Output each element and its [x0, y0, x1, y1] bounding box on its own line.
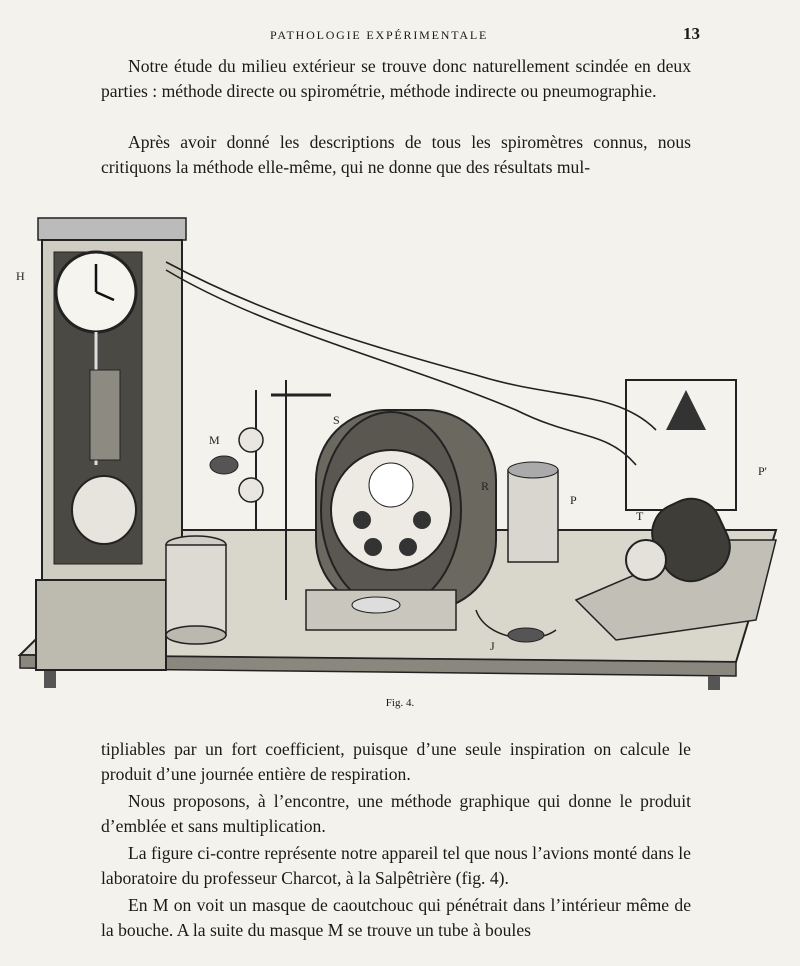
tambour	[508, 628, 544, 642]
writing-stylus	[666, 390, 706, 430]
clock-base	[36, 580, 166, 670]
glass-ball	[239, 478, 263, 502]
rubber-mask	[210, 456, 238, 474]
glass-ball	[239, 428, 263, 452]
label-P-prime: P'	[758, 464, 767, 478]
running-head	[100, 24, 700, 44]
paragraph-2: Après avoir donné les descriptions de tous les spiromètres connus, nous critiquons la méthode elle-même, qui ne donne que des résultats mul-	[101, 132, 691, 177]
pendulum-bob	[72, 476, 136, 544]
counter-dial	[369, 463, 413, 507]
battery-cup-bottom	[166, 626, 226, 644]
pendulum-weight-frame	[90, 370, 120, 460]
paragraph-5: La figure ci-contre représente notre appareil tel que nous l’avions monté dans le laboratoire du professeur Charcot, à la Salpêtrière (fig. 4).	[101, 843, 691, 888]
recorder-frame	[626, 380, 736, 510]
battery-cell-top	[508, 462, 558, 478]
base-ring	[352, 597, 400, 613]
label-P: P	[570, 493, 577, 507]
label-R: R	[481, 479, 490, 493]
paragraph-1: Notre étude du milieu extérieur se trouve donc naturellement scindée en deux parties : méthode directe ou spirométrie, méthode indirecte ou pneumographie.	[101, 56, 691, 101]
running-title: PATHOLOGIE EXPÉRIMENTALE	[270, 28, 489, 42]
page-number: 13	[683, 24, 700, 43]
label-S: S	[333, 413, 340, 427]
paragraph-6: En M on voit un masque de caoutchouc qui pénétrait dans l’intérieur même de la bouche. A la suite du masque M se trouve un tube à boules	[101, 895, 691, 940]
clock-crown	[38, 218, 186, 240]
battery-cell	[508, 470, 558, 562]
battery-cup	[166, 545, 226, 635]
cylinder-end	[626, 540, 666, 580]
label-M: M	[209, 433, 220, 447]
label-J: J	[490, 639, 495, 653]
apparatus-engraving	[16, 200, 784, 710]
label-T: T	[636, 509, 644, 523]
paragraph-4: Nous proposons, à l’encontre, une méthode graphique qui donne le produit d’emblée et sans multiplication.	[101, 791, 691, 836]
table-leg	[708, 676, 720, 690]
wire	[166, 262, 656, 430]
figure-caption: Fig. 4.	[385, 697, 415, 709]
label-H: H	[16, 269, 25, 283]
paragraph-3: tipliables par un fort coefficient, puisque d’une seule inspiration on calcule le produit d’une journée entière de respiration.	[101, 739, 691, 784]
counter-dial-small	[353, 511, 371, 529]
counter-dial-small	[364, 538, 382, 556]
counter-dial-small	[413, 511, 431, 529]
counter-dial-small	[399, 538, 417, 556]
